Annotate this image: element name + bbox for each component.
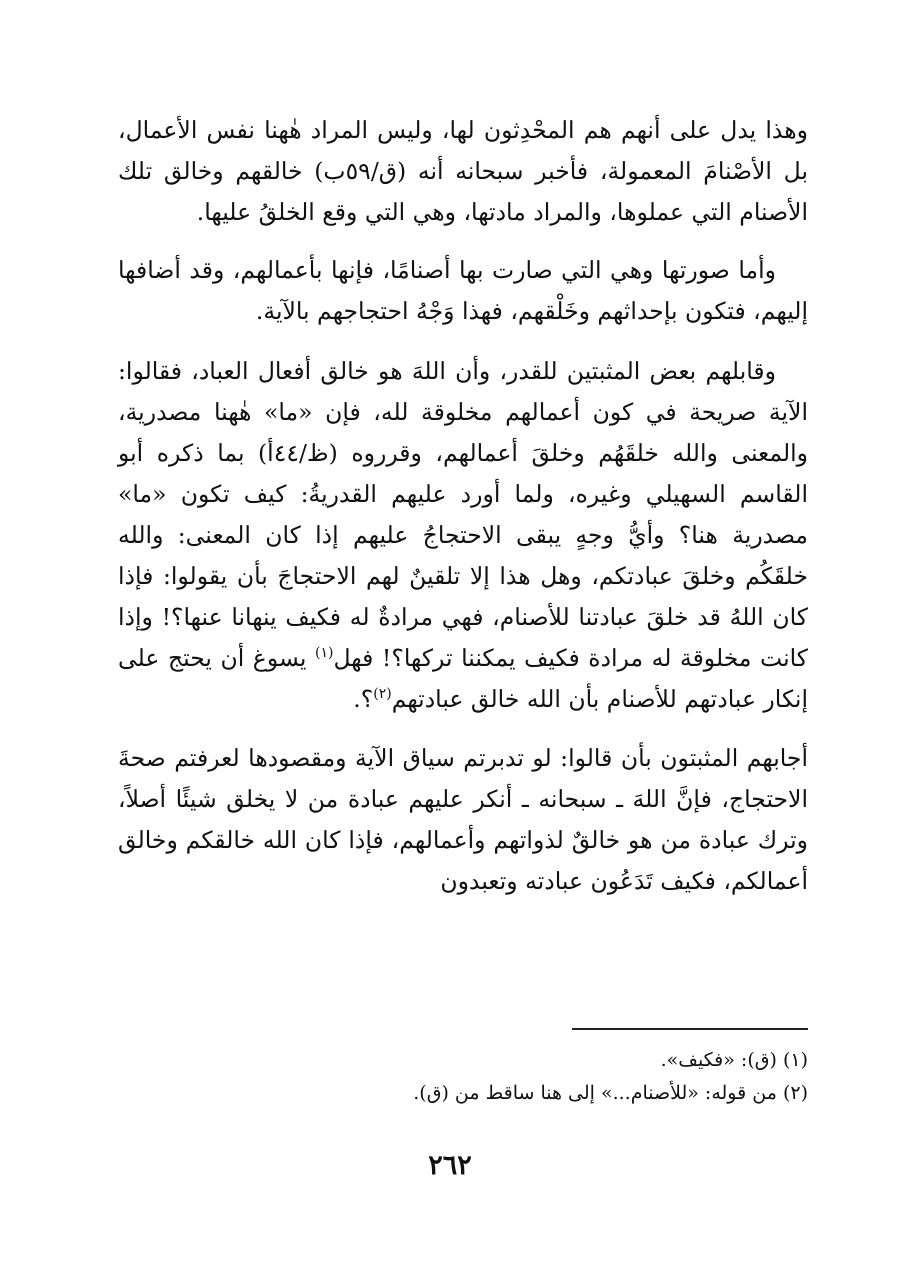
footnote-ref-1[interactable]: (١)	[315, 645, 334, 662]
footnote-text: من قوله: «للأصنام...» إلى هنا ساقط من (ق).	[413, 1082, 777, 1104]
paragraph-3	[118, 351, 808, 720]
paragraph-3-text-c: ؟.	[353, 685, 374, 713]
paragraph-3-text-b: يسوغ أن يحتج على إنكار عبادتهم للأصنام بأن الله خالق عبادتهم	[118, 644, 808, 713]
paragraph-1: وهذا يدل على أنهم هم المحْدِثون لها، وليس المراد هٰهنا نفس الأعمال، بل الأصْنامَ المعمولة، فأخبر سبحانه أنه (ق/٥٩ب) خالقهم وخالق تلك الأصنام التي عملوها، والمراد مادتها، وهي التي وقع الخلقُ عليها.	[118, 116, 809, 226]
footnote-ref-2[interactable]: (٢)	[373, 686, 392, 703]
paragraph-2: وأما صورتها وهي التي صارت بها أصنامًا، فإنها بأعمالهم، وقد أضافها إليهم، فتكون بإحداثهم وخَلْقهم، فهذا وَجْهُ احتجاجهم بالآية.	[118, 256, 808, 325]
footnote-1	[118, 1044, 808, 1077]
footnote-separator	[572, 1028, 808, 1030]
footnote-number: (٢)	[782, 1082, 808, 1104]
footnote-text: (ق): «فكيف».	[660, 1049, 777, 1071]
footnotes	[118, 1044, 808, 1110]
paragraph-3-text-a: وقابلهم بعض المثبتين للقدر، وأن اللهَ هو خالق أفعال العباد، فقالوا: الآية صريحة في كون أعمالهم مخلوقة لله، فإن «ما» هٰهنا مصدرية، والمعنى والله خلقَهُم وخلقَ أعمالهم، وقرروه (ظ/٤٤أ) بما ذكره أبو القاسم السهيلي وغيره، ولما أورد عليهم القدريةُ: كيف تكون «ما» مصدرية هنا؟ وأيُّ وجهٍ يبقى الاحتجاجُ عليهم إذا كان المعنى: والله خلقَكُم وخلقَ عبادتكم، وهل هذا إلا تلقينٌ لهم الاحتجاجَ بأن يقولوا: فإذا كان اللهُ قد خلقَ عبادتنا للأصنام، فهي مرادةٌ له فكيف ينهانا عنها؟! وإذا كانت مخلوقة له مرادة فكيف يمكننا تركها؟! فهل	[118, 357, 808, 672]
paragraph-4: أجابهم المثبتون بأن قالوا: لو تدبرتم سياق الآية ومقصودها لعرفتم صحةَ الاحتجاج، فإنَّ اللهَ ـ سبحانه ـ أنكر عليهم عبادة من لا يخلق شيئًا أصلاً، وترك عبادة من هو خالقٌ لذواتهم وأعمالهم، فإذا كان الله خالقكم وخالق أعمالكم، فكيف تَدَعُون عبادته وتعبدون	[118, 744, 808, 895]
footnote-2	[118, 1077, 808, 1110]
main-text	[118, 110, 808, 902]
page-number: ٢٦٢	[428, 1150, 472, 1181]
footnote-number: (١)	[782, 1049, 808, 1071]
